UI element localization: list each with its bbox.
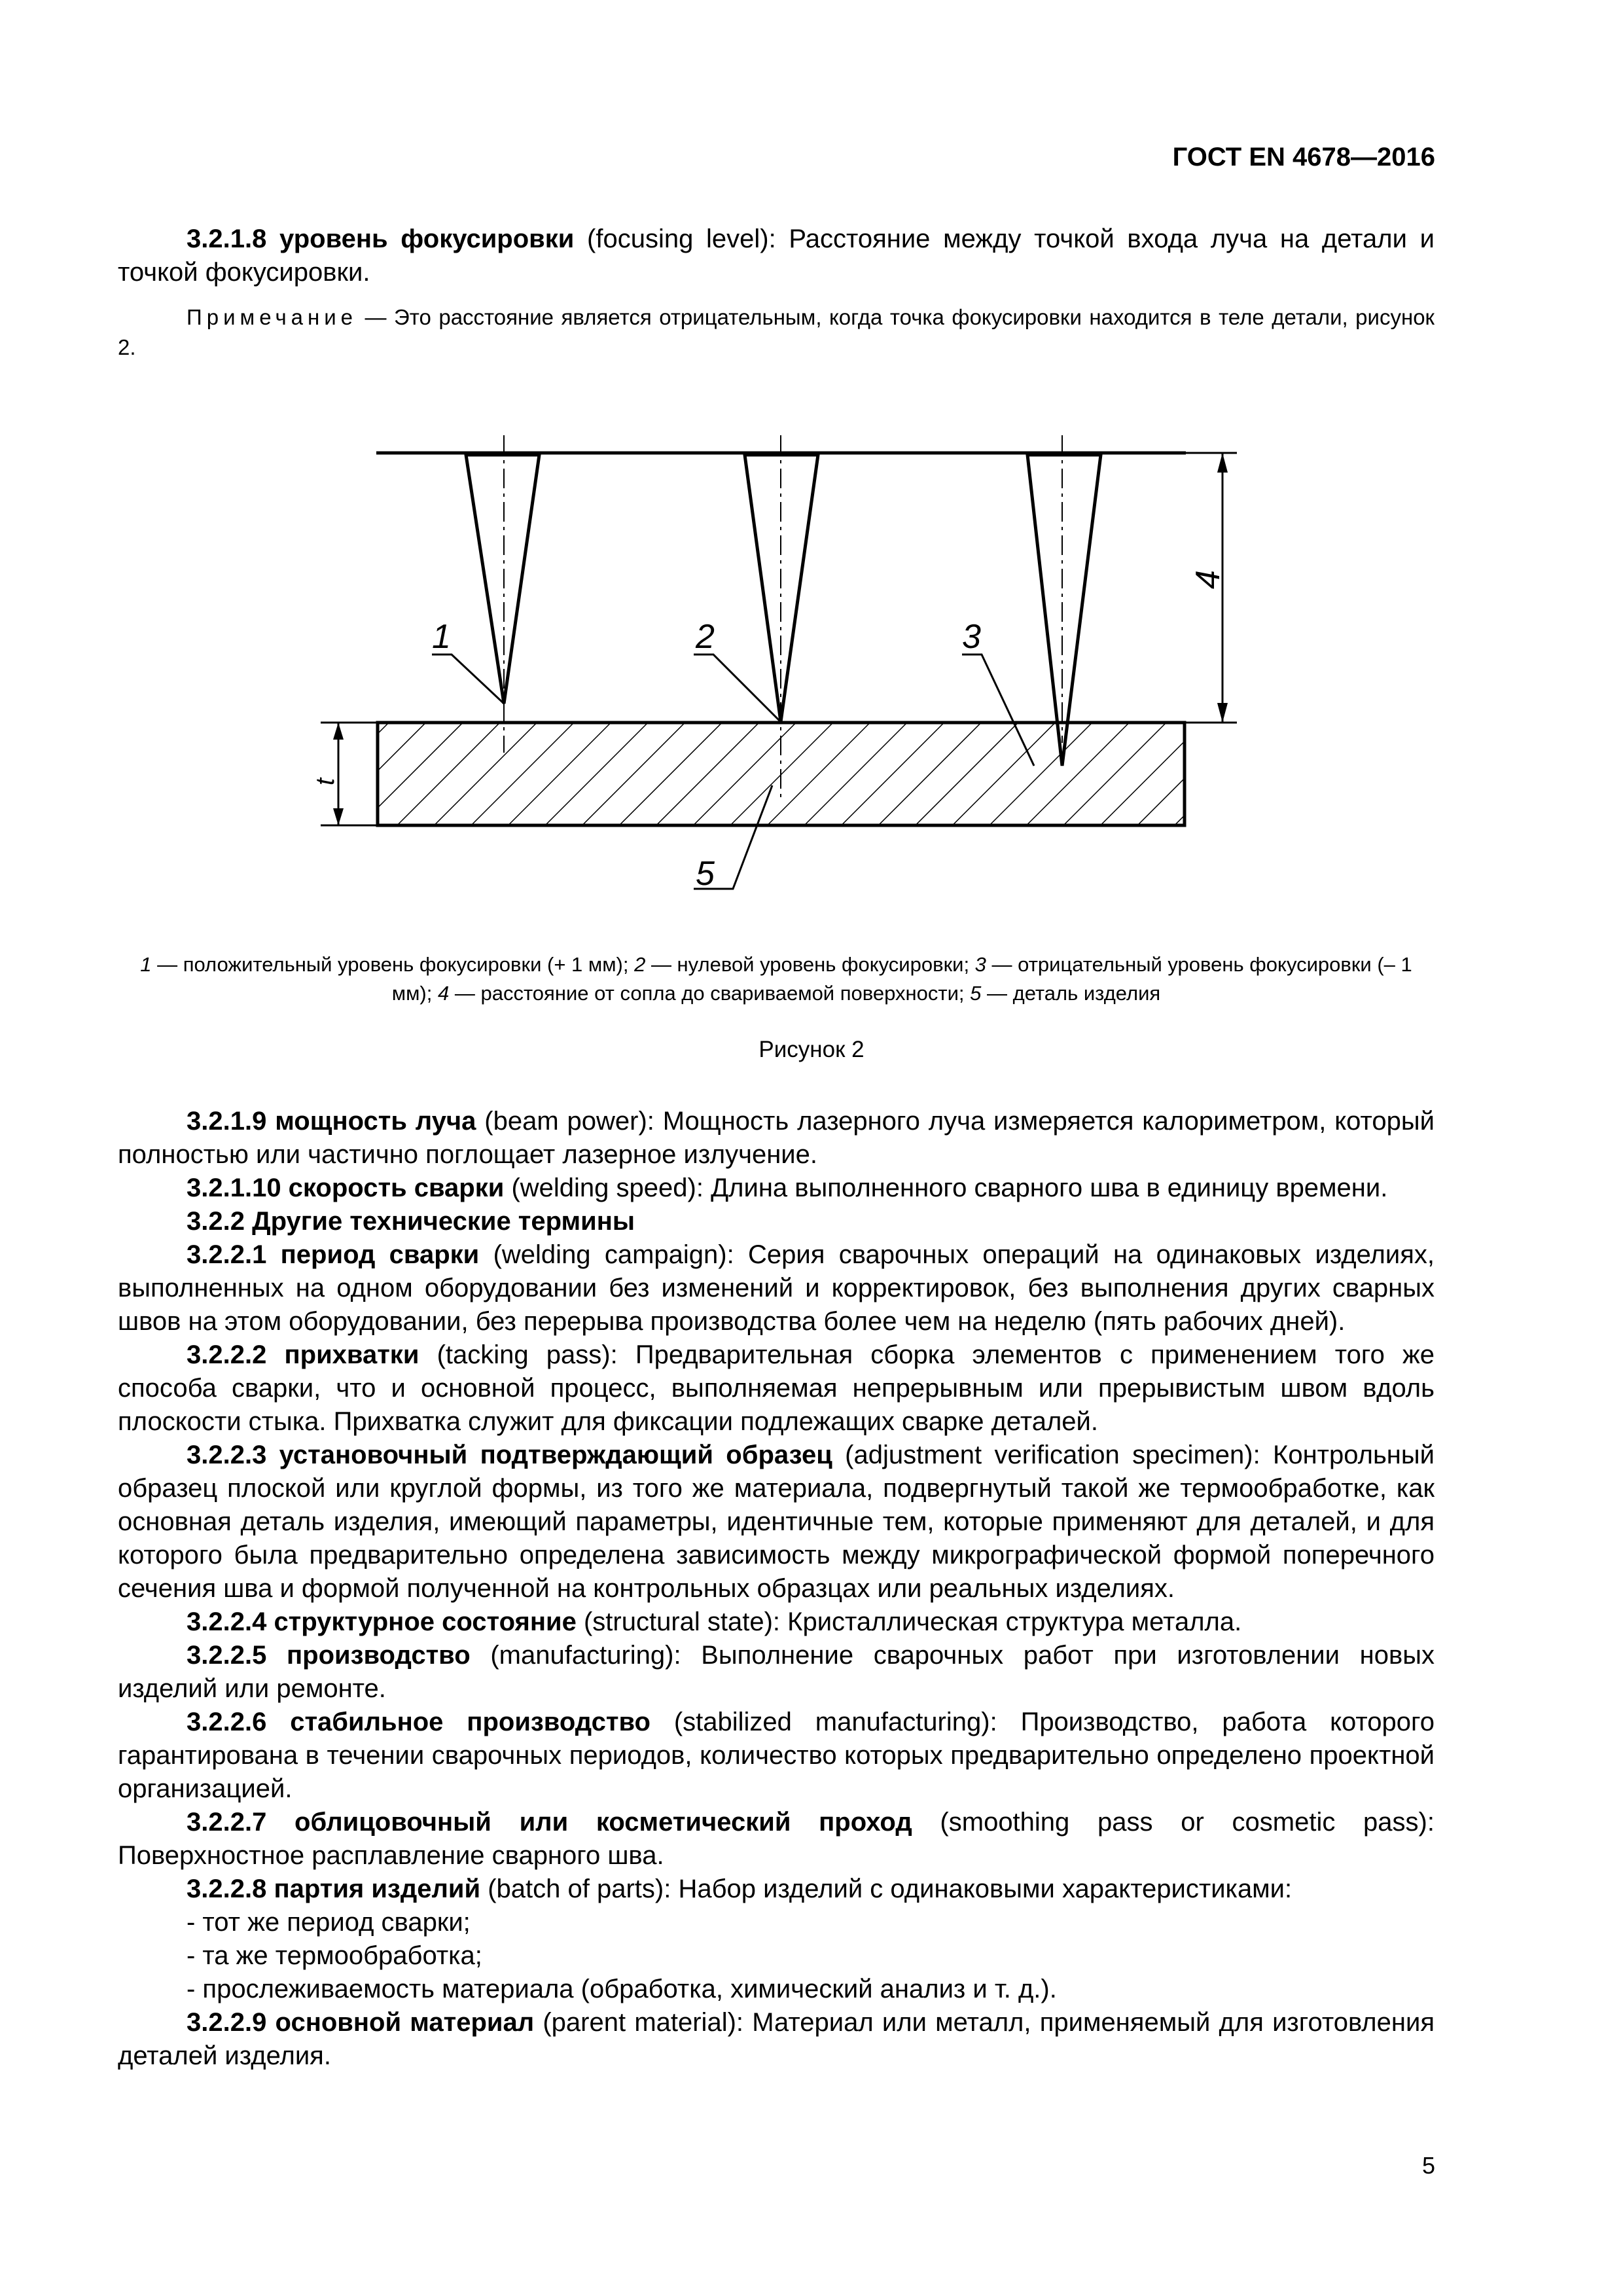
list-item: - тот же период сварки;	[187, 1908, 471, 1937]
term-3-2-2-2: 3.2.2.2 прихватки (tacking pass): Предварительная сборка элементов с применением того же способа сварки, что и основной процесс, выполняемая непрерывным или прерывистым швом вдоль плоскости стыка. Прихватка служит для фиксации подлежащих сварке деталей.	[118, 1340, 1435, 1436]
page-number: 5	[1421, 2152, 1435, 2179]
note-label: Примечание	[187, 305, 358, 329]
term-3-2-2-4: 3.2.2.4 структурное состояние (structural state): Кристаллическая структура металла.	[187, 1607, 1242, 1636]
label-1: 1	[432, 618, 451, 656]
list-item: - прослеживаемость материала (обработка, химический анализ и т. д.).	[187, 1975, 1057, 2003]
leader-1	[432, 655, 504, 704]
label-2: 2	[696, 618, 715, 656]
term-3-2-2-8: 3.2.2.8 партия изделий (batch of parts): Набор изделий с одинаковыми характеристиками:	[187, 1874, 1293, 1903]
figure-caption: 1 — положительный уровень фокусировки (+ 1 мм); 2 — нулевой уровень фокусировки; 3 — отрицательный уровень фокусировки (– 1 мм); 4 — расстояние от сопла до свариваемой поверхности; 5 — деталь изделия	[140, 953, 1412, 1005]
term-3-2-2-7: 3.2.2.7 облицовочный или косметический проход (smoothing pass or cosmetic pass): Поверхностное расплавление сварного шва.	[118, 1808, 1435, 1870]
term-3-2-2-6: 3.2.2.6 стабильное производство (stabilized manufacturing): Производство, работа которого гарантирована в течении сварочных периодов, количество которых предварительно определено проектной организацией.	[118, 1708, 1435, 1803]
beam-3	[1027, 455, 1101, 766]
label-4: 4	[1189, 570, 1227, 589]
beam-1	[466, 455, 539, 704]
term-3-2-2-9: 3.2.2.9 основной материал (parent material): Материал или металл, применяемый для изготовления деталей изделия.	[118, 2008, 1435, 2070]
term-title: 3.2.1.8 уровень фокусировки	[187, 224, 575, 253]
list-item: - та же термообработка;	[187, 1941, 482, 1970]
figure-title: Рисунок 2	[758, 1037, 865, 1062]
term-3-2-1-9: 3.2.1.9 мощность луча (beam power): Мощность лазерного луча измеряется калориметром, который полностью или частично поглощает лазерное излучение.	[118, 1107, 1435, 1169]
note-text: — Это расстояние является отрицательным, когда точка фокусировки находится в теле детали, рисунок 2.	[118, 305, 1435, 359]
term-3-2-2-1: 3.2.2.1 период сварки (welding campaign): Серия сварочных операций на одинаковых изделиях, выполненных на одном оборудовании без изменений и корректировок, без выполнения других сварных швов на этом оборудовании, без перерыва производства более чем на неделю (пять рабочих дней).	[118, 1240, 1435, 1336]
term-3-2-2-3: 3.2.2.3 установочный подтверждающий образец (adjustment verification specimen): Контрольный образец плоской или круглой формы, из того же материала, подвергнутый такой же термообработке, как основная деталь изделия, имеющий параметры, идентичные тем, которые применяют для деталей, и для которого была предварительно определена зависимость между микрографической формой поперечного сечения шва и формой полученной на контрольных образцах или реальных изделиях.	[118, 1441, 1435, 1603]
term-list	[118, 1105, 1435, 2073]
term-3-2-2-5: 3.2.2.5 производство (manufacturing): Выполнение сварочных работ при изготовлении новых изделий или ремонте.	[118, 1641, 1435, 1703]
standard-header: ГОСТ EN 4678—2016	[1172, 143, 1435, 171]
term-en: (focusing level)	[574, 224, 769, 253]
leader-2	[694, 655, 781, 722]
label-3: 3	[962, 618, 981, 656]
term-3-2-1-10: 3.2.1.10 скорость сварки (welding speed): Длина выполненного сварного шва в единицу времени.	[187, 1174, 1388, 1202]
label-t: t	[311, 778, 340, 785]
section-3-2-2: 3.2.2 Другие технические термины	[187, 1207, 635, 1236]
label-5: 5	[696, 855, 715, 893]
term-text: : Расстояние между точкой входа луча на детали и точкой фокусировки.	[118, 224, 1435, 287]
